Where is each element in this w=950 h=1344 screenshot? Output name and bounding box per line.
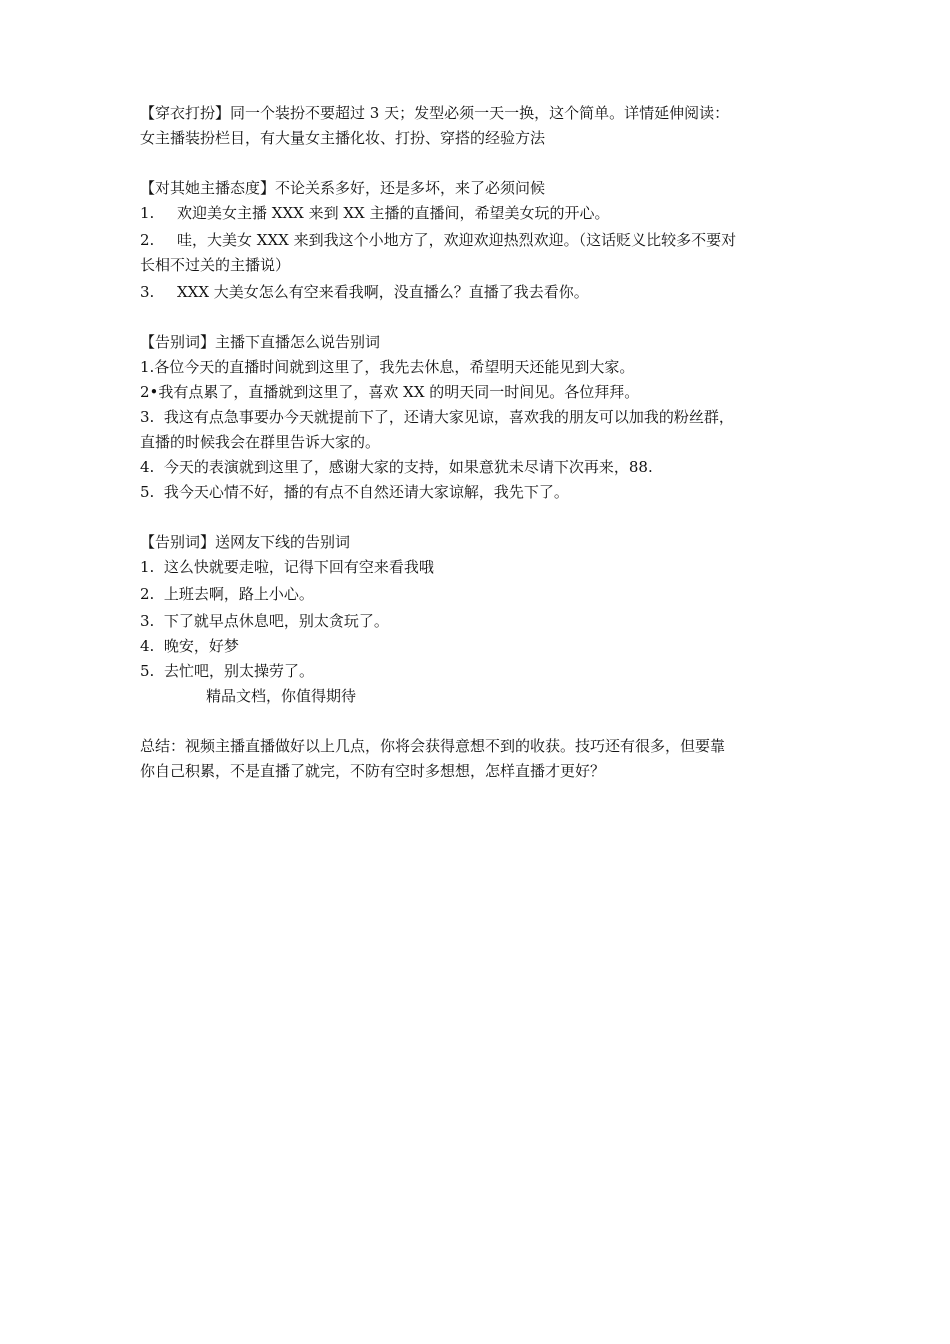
farewell-viewer-line-3: 3. 下了就早点休息吧，别太贪玩了。 xyxy=(140,612,389,630)
farewell-streamer-line-6: 5. 我今天心情不好，播的有点不自然还请大家谅解，我先下了。 xyxy=(140,483,569,501)
dress-line-2: 女主播装扮栏目，有大量女主播化妆、打扮、穿搭的经验方法 xyxy=(140,129,546,147)
item-number: 2. xyxy=(140,231,155,249)
spacer xyxy=(140,305,820,330)
item-number: 3. xyxy=(140,283,155,301)
attitude-heading: 【对其她主播态度】不论关系多好，还是多坏，来了必须问候 xyxy=(140,179,546,197)
farewell-streamer-line-1: 1.各位今天的直播时间就到这里了，我先去休息，希望明天还能见到大家。 xyxy=(140,358,635,376)
item-text: XXX 大美女怎么有空来看我啊，没直播么？直播了我去看你。 xyxy=(177,283,589,301)
spacer xyxy=(140,151,820,176)
farewell-streamer-line-4: 直播的时候我会在群里告诉大家的。 xyxy=(140,433,381,451)
spacer xyxy=(140,709,820,734)
item-number: 5. xyxy=(140,662,155,680)
farewell-streamer-heading: 【告别词】主播下直播怎么说告别词 xyxy=(140,333,381,351)
farewell-viewer-line-2: 2. 上班去啊，路上小心。 xyxy=(140,585,314,603)
item-number: 1. xyxy=(140,204,155,222)
spacer xyxy=(140,505,820,530)
attitude-item-1 xyxy=(140,201,820,226)
farewell-streamer-line-5: 4. 今天的表演就到这里了，感谢大家的支持，如果意犹未尽请下次再来，88. xyxy=(140,458,653,476)
summary-line-2: 你自己积累，不是直播了就完，不防有空时多想想，怎样直播才更好？ xyxy=(140,762,606,780)
attitude-item-2-continued: 长相不过关的主播说） xyxy=(140,256,291,274)
attitude-item-2 xyxy=(140,228,820,253)
item-text: 哇，大美女 XXX 来到我这个小地方了，欢迎欢迎热烈欢迎。（这话贬义比较多不要对 xyxy=(177,231,737,249)
attitude-item-3 xyxy=(140,280,820,305)
farewell-viewer-line-5 xyxy=(140,659,820,684)
document-body xyxy=(140,101,820,784)
dress-line-1: 【穿衣打扮】同一个装扮不要超过 3 天；发型必须一天一换，这个简单。详情延伸阅读： xyxy=(140,104,730,122)
item-text: 去忙吧，别太操劳了。 xyxy=(164,662,315,680)
farewell-viewer-line-4: 4. 晚安，好梦 xyxy=(140,637,239,655)
farewell-viewer-heading: 【告别词】送网友下线的告别词 xyxy=(140,533,351,551)
summary-line-1: 总结：视频主播直播做好以上几点，你将会获得意想不到的收获。技巧还有很多，但要靠 xyxy=(140,737,726,755)
farewell-streamer-line-3: 3. 我这有点急事要办今天就提前下了，还请大家见谅，喜欢我的朋友可以加我的粉丝群， xyxy=(140,408,734,426)
farewell-streamer-line-2: 2•我有点累了，直播就到这里了，喜欢 XX 的明天同一时间见。各位拜拜。 xyxy=(140,383,640,401)
item-text: 欢迎美女主播 XXX 来到 XX 主播的直播间，希望美女玩的开心。 xyxy=(177,204,610,222)
quality-note: 精品文档，你值得期待 xyxy=(206,687,357,705)
farewell-viewer-line-1: 1. 这么快就要走啦，记得下回有空来看我哦 xyxy=(140,558,434,576)
